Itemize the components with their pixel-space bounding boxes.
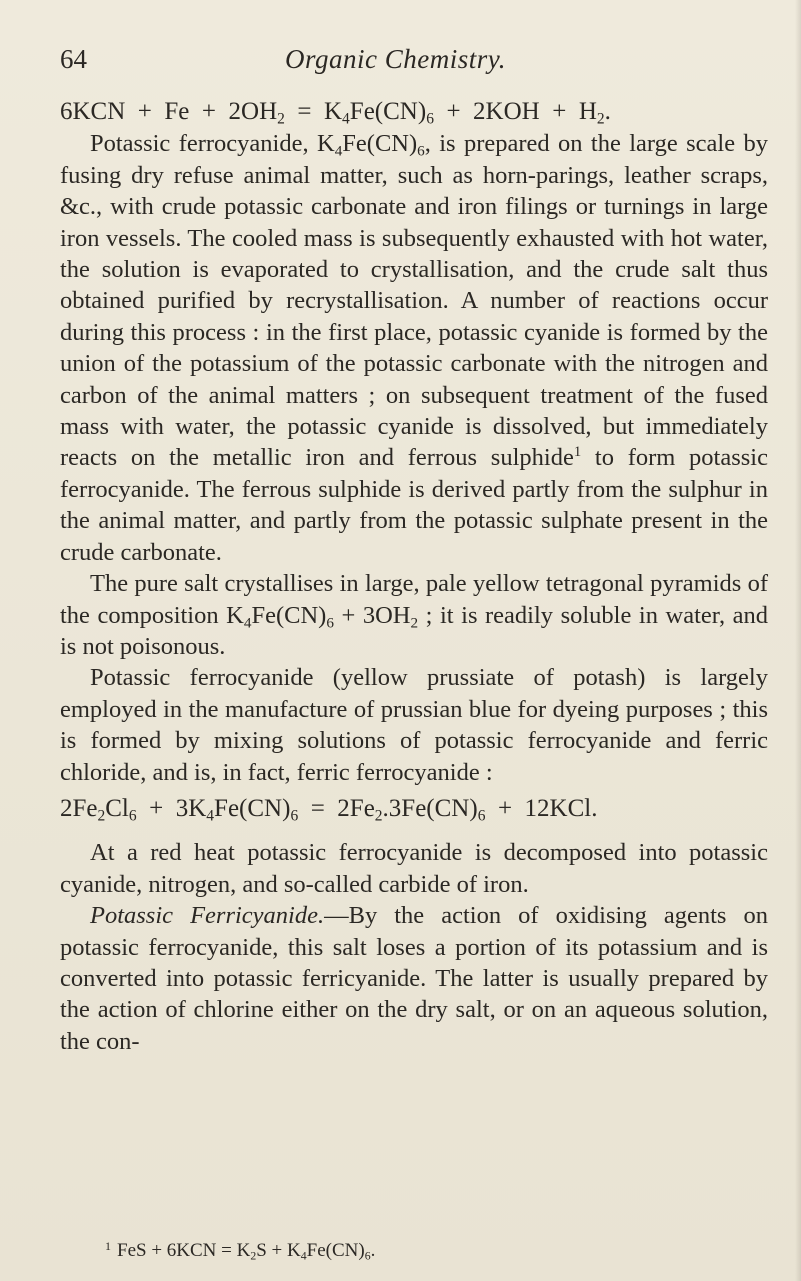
footnote [105,1239,375,1262]
formula: $3K_4Fe(CN)_6$ [175,794,299,825]
formula: $2OH_2$ [228,98,285,128]
paragraph-ferricyanide [60,900,768,1057]
footnote-equation: FeS + $6KCN = K_2S + K_4Fe(CN)_6$. [117,1240,376,1263]
running-title: Organic Chemistry. [285,44,506,74]
section-heading: Potassic Ferricyanide. [90,902,325,930]
running-head [60,44,761,78]
footnote-reference: 1 [573,444,582,461]
equation-cyanide-iron: $6KCN + Fe + 2OH_2 = K_4Fe(CN)_6 + 2KOH + H_2$. [60,98,611,128]
formula: $K_4Fe(CN)_6 + 3OH_2$ [226,601,419,631]
page-edge-shadow [795,0,801,1281]
formula: $2Fe_2.3Fe(CN)_6$ [337,794,486,825]
text-run: ; it is readily soluble in water, and is not poisonous. [60,601,768,660]
paragraph-prussian-blue: Potassic ferrocyanide (yellow prussiate of potash) is largely employed in the manufacture of prussian blue for dyeing purposes ; this is formed by mixing solutions of potassic ferrocyanide and ferric chloride, and is, in fact, ferric ferrocyanide : [60,664,768,786]
footnote-marker: 1 [105,1239,111,1253]
paragraph-crystals [60,568,768,662]
formula: 2KOH [473,98,540,125]
formula: $K_4Fe(CN)_6$ [323,98,434,128]
paragraph-red-heat: At a red heat potassic ferrocyanide is decomposed into potassic cyanide, nitrogen, and so-called carbide of iron. [60,839,768,898]
formula: Fe [164,98,190,125]
formula: 6KCN [60,98,126,125]
text-run: Potassic ferrocyanide, [90,130,317,158]
text-run: , is prepared on the large scale by fusing dry refuse animal matter, such as horn-parings, leather scraps, &c., with crude potassic carbonate and iron filings or turnings in large iron vessels. The cooled mass is subsequently exhausted with hot water, the solution is evaporated to crystallisation, and the crude salt thus obtained purified by recrystallisation. A number of reactions occur during this process : in the first place, potassic cyanide is formed by the union of the potassium of the potassic carbonate with the nitrogen and carbon of the animal matters ; on subsequent treatment of the fused mass with water, the potassic cyanide is dissolved, but immediately reacts on the metallic iron and ferrous sulphide [60,130,768,472]
formula: $2Fe_2Cl_6$ [60,794,137,825]
text-run: to form potassic ferrocyanide. The ferrous sulphide is derived partly from the sulphur in the animal matter, and partly from the potassic sulphate present in the crude carbonate. [60,444,768,566]
page-number: 64 [60,44,87,74]
formula: 12KCl. [524,794,598,822]
formula: $K_4Fe(CN)_6$ [316,130,425,160]
text-run: The pure salt crystallises in large, pale yellow tetragonal pyramids of the composition [60,570,768,629]
text-run: —By the action of oxidising agents on potassic ferrocyanide, this salt loses a portion of its potassium and is converted into potassic ferricyanide. The latter is usually prepared by the action of chlorine either on the dry salt, or on an aqueous solution, the con- [60,902,769,1055]
body-text [60,96,768,1057]
paragraph-preparation [60,128,768,568]
equation-ferric-ferrocyanide: $2Fe_2Cl_6 + 3K_4Fe(CN)_6 = 2Fe_2.3Fe(CN)_6 + 12KCl$. [60,794,598,825]
formula: $H_2$. [578,98,611,128]
